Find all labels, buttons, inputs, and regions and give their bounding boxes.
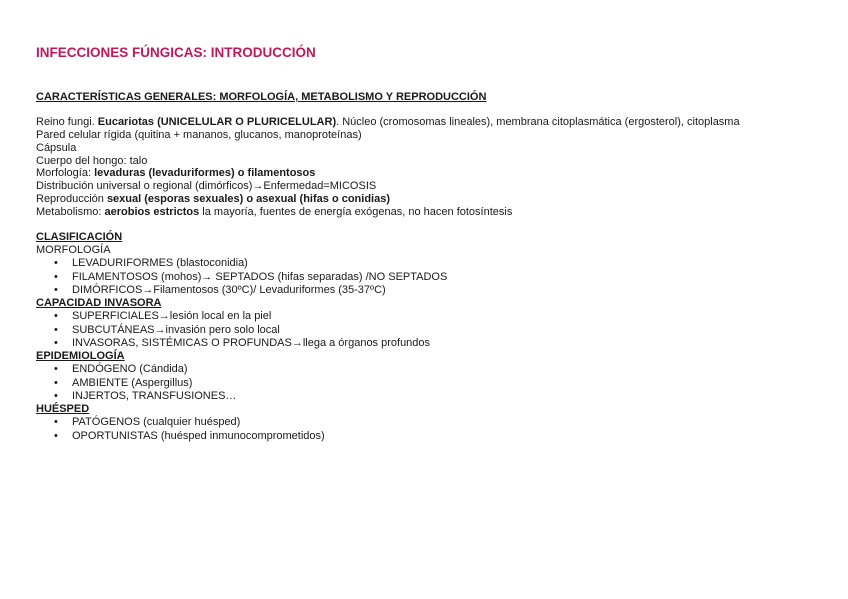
general-line-4: Cuerpo del hongo: talo	[36, 155, 148, 167]
general-line-7: Reproducción sexual (esporas sexuales) o asexual (hifas o conidias)	[36, 193, 390, 205]
list-item: •INVASORAS, SISTÉMICAS O PROFUNDAS→llega a órganos profundos	[54, 337, 430, 350]
list-item: •SUPERFICIALES→lesión local en la piel	[54, 310, 271, 323]
huesped-heading: HUÉSPED	[36, 403, 90, 415]
list-item: •AMBIENTE (Aspergillus)	[54, 377, 192, 390]
general-line-6: Distribución universal o regional (dimórficos)→Enfermedad=MICOSIS	[36, 180, 377, 192]
epidemiologia-heading: EPIDEMIOLOGÍA	[36, 350, 125, 362]
general-line-8: Metabolismo: aerobios estrictos la mayoría, fuentes de energía exógenas, no hacen fotosíntesis	[36, 206, 513, 218]
capacidad-invasora-heading: CAPACIDAD INVASORA	[36, 297, 162, 309]
general-line-5: Morfología: levaduras (levaduriformes) o filamentosos	[36, 167, 316, 179]
general-heading: CARACTERÍSTICAS GENERALES: MORFOLOGÍA, METABOLISMO Y REPRODUCCIÓN	[36, 91, 487, 103]
list-item: •ENDÓGENO (Cándida)	[54, 363, 188, 376]
page-title: INFECCIONES FÚNGICAS: INTRODUCCIÓN	[36, 45, 316, 60]
list-item: •INJERTOS, TRANSFUSIONES…	[54, 390, 236, 403]
morfologia-subheading: MORFOLOGÍA	[36, 244, 111, 256]
general-line-3: Cápsula	[36, 142, 77, 154]
clasificacion-heading: CLASIFICACIÓN	[36, 231, 123, 243]
list-item: •DIMÓRFICOS→Filamentosos (30ºC)/ Levaduriformes (35-37ºC)	[54, 284, 386, 297]
general-line-1: Reino fungi. Eucariotas (UNICELULAR O PLURICELULAR). Núcleo (cromosomas lineales), membrana citoplasmática (ergosterol), citoplasma	[36, 116, 740, 128]
list-item: •SUBCUTÁNEAS→invasión pero solo local	[54, 324, 280, 337]
list-item: •OPORTUNISTAS (huésped inmunocomprometidos)	[54, 430, 325, 443]
general-line-2: Pared celular rígida (quitina + mananos, glucanos, manoproteínas)	[36, 129, 362, 141]
list-item: •LEVADURIFORMES (blastoconidia)	[54, 257, 248, 270]
list-item: •FILAMENTOSOS (mohos)→ SEPTADOS (hifas separadas) /NO SEPTADOS	[54, 271, 447, 284]
list-item: •PATÓGENOS (cualquier huésped)	[54, 416, 240, 429]
